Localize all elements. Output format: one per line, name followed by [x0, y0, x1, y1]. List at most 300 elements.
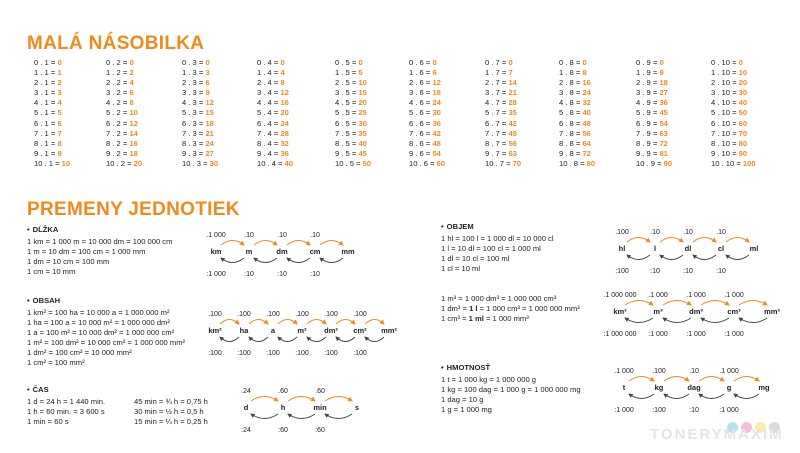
equation-text: 6 . 8 = [559, 118, 581, 128]
table-row [106, 129, 142, 139]
equation-text: 4 . 8 = [559, 98, 581, 108]
factor-label: .1 000 [648, 292, 668, 299]
equation-result: 0 [129, 58, 134, 67]
equation-text: 1 . 3 = [182, 68, 204, 78]
divisor-label: :10 [683, 268, 693, 275]
list-item: 1 min = 60 s [27, 417, 69, 426]
arrow-multiply [320, 241, 343, 246]
equation-result: 0 [659, 58, 664, 67]
equation-text: 8 . 10 = [711, 138, 737, 148]
unit-label: mg [758, 383, 770, 392]
arrow-divide [629, 394, 654, 399]
equation-result: 80 [586, 158, 596, 168]
divisor-label: :10 [716, 268, 726, 275]
equation-result: 10 [738, 68, 748, 78]
arrow-divide [660, 255, 683, 260]
list-item: 30 min = ½ h = 0,5 h [134, 407, 204, 416]
unit-label: cm³ [727, 307, 741, 316]
table-row [182, 149, 218, 159]
equation-text: 3 . 1 = [34, 88, 56, 98]
unit-label: a [270, 326, 276, 335]
table-row [182, 139, 218, 149]
divisor-label: :100 [295, 350, 309, 357]
table-row [559, 98, 595, 108]
table-row [182, 88, 218, 98]
equation-result: 8 [57, 138, 62, 148]
equation-text: 3 . 4 = [257, 88, 279, 98]
diagram-objem [608, 225, 768, 277]
equation-text: 8 . 8 = [559, 138, 581, 148]
unit-label: ha [239, 326, 249, 335]
equation-text: 5 . 3 = [182, 108, 204, 118]
table-row [559, 129, 595, 139]
title-units: PREMENY JEDNOTIEK [27, 199, 240, 220]
table-row [335, 149, 371, 159]
equation-text: 5 . 6 = [409, 108, 431, 118]
equation-result: 40 [358, 138, 367, 148]
divisor-label: :1 000 [614, 407, 634, 414]
equation-result: 72 [659, 138, 668, 148]
table-row [182, 98, 218, 108]
equation-text: 4 . 3 = [182, 98, 204, 108]
equation-text: 10 . 4 = [257, 158, 283, 168]
arrow-divide [288, 414, 315, 419]
equation-result: 9 [57, 148, 62, 158]
equation-text: 9 . 5 = [335, 148, 357, 158]
equation-text: 10 . 2 = [106, 158, 132, 168]
equation-result: 3 [205, 68, 210, 78]
section-dlzka [27, 225, 172, 277]
table-row [409, 68, 445, 78]
equation-text: 7 . 3 = [182, 128, 204, 138]
equation-result: 35 [508, 108, 517, 118]
divisor-label: :60 [278, 427, 288, 434]
equation-result: 21 [205, 128, 214, 138]
table-row [182, 159, 218, 169]
equation-result: 40 [582, 108, 591, 118]
unit-label: dm [276, 247, 288, 256]
equation-text: 8 . 2 = [106, 138, 128, 148]
arrow-multiply [336, 320, 355, 325]
table-row [257, 88, 293, 98]
table-row [34, 88, 70, 98]
divisor-label: :60 [315, 427, 325, 434]
table-row [409, 149, 445, 159]
table-column [485, 58, 521, 169]
list-item: 1 km = 1 000 m = 10 000 dm = 100 000 cm [27, 237, 173, 246]
divisor-label: :100 [615, 268, 629, 275]
equation-result: 10 [358, 78, 367, 88]
table-column [636, 58, 672, 169]
equation-text: 4 . 5 = [335, 98, 357, 108]
arrow-divide [254, 258, 277, 263]
equation-result: 27 [659, 88, 668, 98]
table-row [559, 58, 595, 68]
arrow-multiply [220, 320, 239, 325]
table-row [182, 58, 218, 68]
equation-result: 0 [358, 58, 363, 67]
equation-result: 0 [738, 58, 743, 67]
equation-text: 6 . 6 = [409, 118, 431, 128]
equation-result: 50 [738, 108, 748, 118]
equation-result: 35 [358, 128, 367, 138]
table-row [335, 68, 371, 78]
arrow-divide [365, 337, 384, 342]
factor-label: .60 [315, 388, 325, 395]
arrow-multiply [627, 238, 650, 243]
table-row [409, 78, 445, 88]
equation-text: 6 . 5 = [335, 118, 357, 128]
table-row [335, 88, 371, 98]
equation-result: 15 [205, 108, 214, 118]
table-row [711, 58, 756, 68]
table-row [335, 159, 371, 169]
diagram-objem-cubic [603, 288, 793, 340]
equation-result: 16 [582, 78, 591, 88]
table-row [485, 139, 521, 149]
list-item: 1 kg = 100 dag = 1 000 g = 1 000 000 mg [441, 385, 581, 394]
list-item: 1 dm³ = 1 l = 1 000 cm³ = 1 000 000 mm³ [441, 304, 580, 313]
factor-label: .100 [615, 229, 629, 236]
divisor-label: :100 [324, 350, 338, 357]
equation-text: 7 . 8 = [559, 128, 581, 138]
equation-text: 5 . 8 = [559, 108, 581, 118]
table-row [636, 108, 672, 118]
table-row [485, 88, 521, 98]
equation-result: 48 [582, 118, 591, 128]
arrow-divide [220, 337, 239, 342]
unit-label: dl [684, 244, 692, 253]
equation-text: 7 . 9 = [636, 128, 658, 138]
unit-label: km³ [613, 307, 627, 316]
list-item: 1 dm = 10 cm = 100 mm [27, 257, 110, 266]
factor-label: .100 [266, 311, 280, 318]
equation-text: 0 . 4 = [257, 58, 279, 67]
equation-text: 8 . 1 = [34, 138, 56, 148]
factor-label: .1 000 [206, 232, 226, 239]
table-row [106, 78, 142, 88]
equation-text: 2 . 10 = [711, 78, 737, 88]
section-hmotnost [441, 363, 581, 415]
table-row [636, 78, 672, 88]
equation-text: 7 . 5 = [335, 128, 357, 138]
equation-result: 18 [205, 118, 214, 128]
table-row [485, 58, 521, 68]
equation-result: 9 [659, 68, 664, 78]
list-item: 1 cm³ = 1 ml = 1 000 mm³ [441, 314, 529, 323]
diagram-dlzka [206, 228, 376, 280]
table-row [711, 119, 756, 129]
equation-text: 5 . 4 = [257, 108, 279, 118]
table-row [34, 98, 70, 108]
equation-text: 0 . 6 = [409, 58, 431, 67]
table-row [409, 108, 445, 118]
factor-label: .1 000 [724, 292, 744, 299]
equation-text: 0 . 2 = [106, 58, 128, 67]
equation-text: 8 . 4 = [257, 138, 279, 148]
factor-label: .1 000 000 [603, 292, 637, 299]
unit-label: cl [717, 244, 725, 253]
arrow-divide [726, 255, 749, 260]
equation-result: 0 [508, 58, 513, 67]
equation-text: 3 . 5 = [335, 88, 357, 98]
table-row [257, 58, 293, 68]
unit-label: h [280, 403, 286, 412]
equation-text: 1 . 1 = [34, 68, 56, 78]
list-item: 1 hl = 100 l = 1 000 dl = 10 000 cl [441, 234, 554, 243]
unit-label: dm³ [689, 307, 703, 316]
table-row [711, 108, 756, 118]
arrow-multiply [288, 397, 315, 402]
table-column [106, 58, 142, 169]
arrow-divide [739, 318, 767, 323]
equation-text: 2 . 1 = [34, 78, 56, 88]
list-item: 1 a = 100 m² = 10 000 dm² = 1 000 000 cm² [27, 328, 175, 337]
table-row [106, 139, 142, 149]
equation-result: 50 [362, 158, 372, 168]
equation-text: 2 . 5 = [335, 78, 357, 88]
list-item: 1 ha = 100 a = 10 000 m² = 1 000 000 dm² [27, 318, 170, 327]
equation-text: 4 . 1 = [34, 98, 56, 108]
table-row [335, 129, 371, 139]
equation-text: 8 . 9 = [636, 138, 658, 148]
equation-result: 18 [129, 148, 138, 158]
equation-result: 0 [57, 58, 62, 67]
unit-label: kg [654, 383, 664, 392]
factor-label: .1 000 [686, 292, 706, 299]
equation-text: 4 . 2 = [106, 98, 128, 108]
equation-text: 9 . 9 = [636, 148, 658, 158]
unit-label: km² [208, 326, 222, 335]
table-row [182, 129, 218, 139]
section-heading: • ČAS [27, 385, 208, 395]
equation-result: 0 [432, 58, 437, 67]
equation-text: 0 . 8 = [559, 58, 581, 67]
table-row [106, 88, 142, 98]
table-row [636, 149, 672, 159]
equation-text: 3 . 7 = [485, 88, 507, 98]
table-row [106, 119, 142, 129]
equation-text: 6 . 3 = [182, 118, 204, 128]
table-row [182, 68, 218, 78]
unit-label: cm² [353, 326, 367, 335]
equation-result: 30 [738, 88, 748, 98]
divisor-label: :1 000 000 [603, 331, 637, 338]
equation-text: 3 . 10 = [711, 88, 737, 98]
equation-text: 9 . 8 = [559, 148, 581, 158]
list-item: 1 l = 10 dl = 100 cl = 1 000 ml [441, 244, 541, 253]
arrow-divide [278, 337, 297, 342]
diagram-cas [236, 384, 366, 436]
equation-text: 7 . 10 = [711, 128, 737, 138]
equation-result: 10 [129, 108, 138, 118]
table-row [335, 58, 371, 68]
equation-text: 10 . 3 = [182, 158, 208, 168]
list-item: 1 m³ = 1 000 dm³ = 1 000 000 cm³ [441, 294, 557, 303]
list-item: 1 g = 1 000 mg [441, 405, 492, 414]
equation-text: 5 . 1 = [34, 108, 56, 118]
watermark: TONERYMAXIM [650, 426, 784, 443]
equation-text: 2 . 3 = [182, 78, 204, 88]
equation-result: 90 [663, 158, 673, 168]
equation-result: 24 [432, 98, 441, 108]
arrow-divide [625, 318, 653, 323]
table-row [409, 119, 445, 129]
divisor-label: :10 [277, 271, 287, 278]
unit-label: m² [297, 326, 307, 335]
table-row [257, 119, 293, 129]
table-row [34, 78, 70, 88]
equation-result: 72 [582, 148, 591, 158]
equation-result: 40 [738, 98, 748, 108]
equation-text: 10 . 6 = [409, 158, 435, 168]
section-heading: • OBJEM [441, 222, 554, 232]
equation-result: 60 [436, 158, 446, 168]
equation-text: 1 . 5 = [335, 68, 357, 78]
table-row [257, 68, 293, 78]
equation-result: 6 [57, 118, 62, 128]
table-row [106, 149, 142, 159]
table-row [106, 98, 142, 108]
table-row [335, 78, 371, 88]
table-row [257, 159, 293, 169]
table-row [34, 149, 70, 159]
table-row [559, 149, 595, 159]
equation-result: 27 [205, 148, 214, 158]
arrow-divide [663, 318, 691, 323]
equation-text: 10 . 8 = [559, 158, 585, 168]
factor-label: .100 [237, 311, 251, 318]
equation-text: 7 . 1 = [34, 128, 56, 138]
table-row [711, 98, 756, 108]
equation-text: 5 . 2 = [106, 108, 128, 118]
factor-label: .10 [689, 368, 699, 375]
arrow-multiply [249, 320, 268, 325]
table-row [257, 149, 293, 159]
equation-text: 1 . 7 = [485, 68, 507, 78]
divisor-label: :100 [208, 350, 222, 357]
equation-text: 10 . 9 = [636, 158, 662, 168]
table-column [34, 58, 70, 169]
equation-text: 8 . 3 = [182, 138, 204, 148]
table-row [409, 98, 445, 108]
table-row [485, 98, 521, 108]
equation-text: 1 . 4 = [257, 68, 279, 78]
table-row [257, 108, 293, 118]
equation-result: 21 [508, 88, 517, 98]
table-row [335, 98, 371, 108]
section-heading: • DĹŽKA [27, 225, 172, 235]
equation-result: 0 [280, 58, 285, 67]
equation-text: 9 . 2 = [106, 148, 128, 158]
table-row [636, 129, 672, 139]
equation-result: 24 [205, 138, 214, 148]
section-obsah [27, 296, 185, 368]
divisor-label: :1 000 [648, 331, 668, 338]
list-item: 1 dag = 10 g [441, 395, 484, 404]
equation-result: 30 [432, 108, 441, 118]
arrow-divide [251, 414, 278, 419]
equation-result: 4 [57, 98, 62, 108]
list-item: 1 t = 1 000 kg = 1 000 000 g [441, 375, 536, 384]
equation-text: 1 . 8 = [559, 68, 581, 78]
list-item: 1 cl = 10 ml [441, 264, 481, 273]
table-row [106, 159, 142, 169]
divisor-label: :100 [353, 350, 367, 357]
unit-label: m³ [653, 307, 663, 316]
list-item: 1 d = 24 h = 1 440 min. [27, 397, 106, 406]
table-row [335, 139, 371, 149]
table-row [711, 149, 756, 159]
equation-text: 6 . 2 = [106, 118, 128, 128]
table-row [485, 149, 521, 159]
list-item: 1 m² = 100 dm² = 10 000 cm² = 1 000 000 mm² [27, 338, 186, 347]
arrow-multiply [726, 238, 749, 243]
unit-label: dm² [324, 326, 338, 335]
equation-text: 5 . 9 = [636, 108, 658, 118]
equation-result: 14 [508, 78, 517, 88]
arrow-multiply [664, 377, 689, 382]
divisor-label: :1 000 [724, 331, 744, 338]
equation-result: 28 [280, 128, 289, 138]
equation-text: 9 . 3 = [182, 148, 204, 158]
table-row [711, 159, 756, 169]
arrow-divide [701, 318, 729, 323]
section-heading: • HMOTNOSŤ [441, 363, 581, 373]
equation-text: 5 . 5 = [335, 108, 357, 118]
table-column [559, 58, 595, 169]
arrow-multiply [221, 241, 244, 246]
table-row [636, 98, 672, 108]
arrow-multiply [625, 301, 653, 306]
arrow-multiply [734, 377, 759, 382]
equation-text: 0 . 5 = [335, 58, 357, 67]
factor-label: .10 [650, 229, 660, 236]
equation-result: 70 [738, 128, 748, 138]
arrow-divide [325, 414, 352, 419]
list-item: 15 min = ¼ h = 0,25 h [134, 417, 208, 426]
unit-label: cm [309, 247, 321, 256]
arrow-multiply [287, 241, 310, 246]
equation-text: 9 . 10 = [711, 148, 737, 158]
factor-label: .100 [324, 311, 338, 318]
table-row [636, 119, 672, 129]
unit-label: g [726, 383, 732, 392]
table-row [559, 88, 595, 98]
arrow-multiply [629, 377, 654, 382]
equation-result: 4 [280, 68, 285, 78]
equation-result: 12 [432, 78, 441, 88]
table-row [409, 88, 445, 98]
arrow-divide [734, 394, 759, 399]
arrow-multiply [365, 320, 384, 325]
equation-result: 2 [57, 78, 62, 88]
equation-result: 1 [57, 68, 62, 78]
section-cas [27, 385, 208, 427]
arrow-multiply [739, 301, 767, 306]
table-row [559, 159, 595, 169]
factor-label: .100 [652, 368, 666, 375]
equation-result: 40 [284, 158, 294, 168]
equation-result: 6 [129, 88, 134, 98]
equation-text: 5 . 7 = [485, 108, 507, 118]
equation-result: 8 [280, 78, 285, 88]
table-row [34, 129, 70, 139]
section-objem-cubic [441, 294, 580, 324]
equation-result: 20 [133, 158, 143, 168]
equation-text: 7 . 6 = [409, 128, 431, 138]
equation-result: 80 [738, 138, 748, 148]
